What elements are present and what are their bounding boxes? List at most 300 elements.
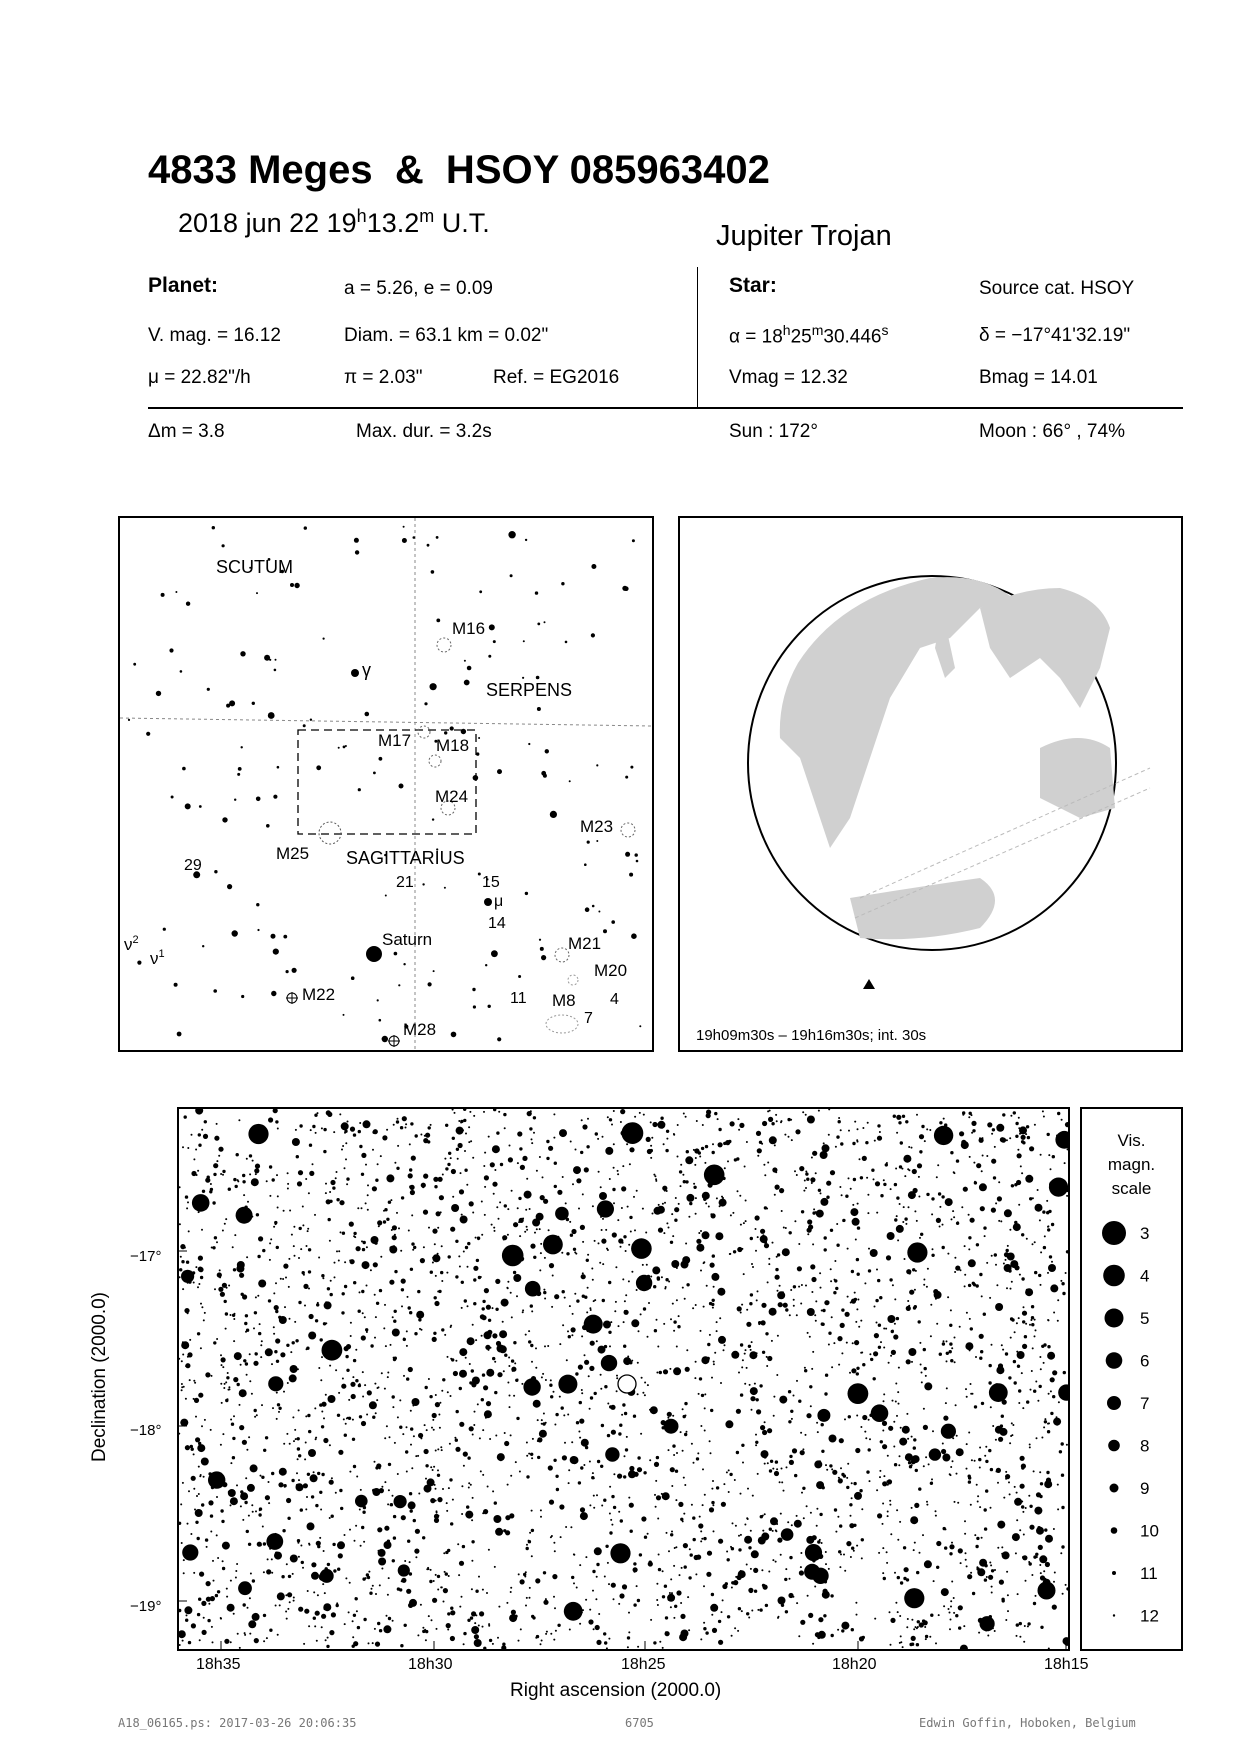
field-star <box>448 1575 450 1577</box>
field-star <box>338 1553 343 1558</box>
field-star <box>287 1592 292 1597</box>
field-star <box>562 1324 564 1326</box>
field-star <box>195 1509 203 1517</box>
field-star <box>593 1628 595 1630</box>
field-star <box>607 1403 609 1405</box>
field-star <box>790 1119 792 1121</box>
field-star <box>375 1179 378 1182</box>
field-star <box>897 1239 899 1241</box>
m22-marker <box>286 992 298 1004</box>
field-star <box>589 1408 591 1410</box>
field-star <box>775 1460 778 1463</box>
field-star <box>722 1197 724 1199</box>
field-star <box>446 1623 451 1628</box>
field-star <box>976 1163 981 1168</box>
field-star <box>183 1386 185 1388</box>
field-star <box>524 1231 526 1233</box>
field-star <box>375 1642 380 1647</box>
field-star <box>293 1600 295 1602</box>
field-star <box>681 1261 689 1269</box>
field-star <box>525 1571 527 1573</box>
field-star <box>1057 1320 1059 1322</box>
field-star <box>463 1119 466 1122</box>
field-star <box>896 1115 901 1120</box>
finder-star <box>257 929 259 931</box>
field-star <box>875 1181 880 1186</box>
field-star <box>921 1381 923 1383</box>
field-star <box>339 1200 344 1205</box>
field-star <box>312 1574 315 1577</box>
finder-star <box>273 795 277 799</box>
field-star <box>834 1260 836 1262</box>
field-star <box>740 1493 742 1495</box>
field-star <box>744 1166 746 1168</box>
field-star <box>332 1543 335 1546</box>
field-star <box>360 1545 362 1547</box>
field-star <box>1003 1263 1005 1265</box>
field-star <box>1013 1360 1016 1363</box>
field-star <box>232 1437 235 1440</box>
field-star <box>968 1259 976 1267</box>
field-star <box>666 1222 668 1224</box>
field-star <box>661 1493 663 1495</box>
m21-marker <box>555 948 569 962</box>
field-star <box>365 1164 367 1166</box>
field-star <box>696 1457 699 1460</box>
field-star <box>988 1449 991 1452</box>
field-star <box>751 1550 759 1558</box>
label-m21: M21 <box>568 934 602 953</box>
field-star <box>737 1306 742 1311</box>
field-star <box>329 1365 331 1367</box>
field-star <box>809 1385 812 1388</box>
field-star <box>1030 1389 1032 1391</box>
field-star <box>966 1565 968 1567</box>
finder-star <box>403 526 405 528</box>
field-star <box>574 1293 576 1295</box>
field-star <box>218 1147 223 1152</box>
field-star <box>839 1186 841 1188</box>
field-star <box>372 1642 374 1644</box>
field-star <box>542 1373 544 1375</box>
field-star <box>418 1493 420 1495</box>
field-star <box>960 1645 968 1649</box>
field-star <box>1047 1352 1055 1360</box>
field-star <box>489 1639 492 1642</box>
field-star <box>207 1619 210 1622</box>
field-star <box>765 1604 768 1607</box>
field-star <box>548 1229 550 1231</box>
field-star <box>676 1590 681 1595</box>
field-star <box>394 1310 397 1313</box>
field-star <box>846 1541 851 1546</box>
field-star <box>979 1559 987 1567</box>
field-star <box>730 1546 732 1548</box>
field-star <box>994 1253 997 1256</box>
field-star <box>883 1328 885 1330</box>
field-star <box>309 1314 314 1319</box>
field-star <box>411 1242 414 1245</box>
field-star <box>1031 1323 1034 1326</box>
field-star <box>683 1477 685 1479</box>
page-title: 4833 Meges & HSOY 085963402 <box>148 148 770 192</box>
field-star <box>514 1362 516 1364</box>
field-star <box>640 1313 642 1315</box>
field-star <box>1047 1423 1049 1425</box>
field-star <box>964 1533 966 1535</box>
field-star <box>634 1229 636 1231</box>
field-star <box>273 1109 278 1113</box>
field-star <box>685 1415 687 1417</box>
field-star <box>267 1558 269 1560</box>
field-star <box>617 1170 619 1172</box>
field-star <box>219 1482 222 1485</box>
field-star <box>230 1314 232 1316</box>
field-star <box>517 1207 519 1209</box>
field-star <box>694 1148 699 1153</box>
field-star <box>344 1623 346 1625</box>
field-star <box>333 1131 335 1133</box>
field-star <box>567 1330 569 1332</box>
field-star <box>359 1145 362 1148</box>
field-star <box>596 1640 601 1645</box>
field-star <box>683 1180 686 1183</box>
field-star <box>704 1165 725 1186</box>
field-star <box>974 1405 977 1408</box>
field-star <box>887 1232 895 1240</box>
field-star <box>427 1140 430 1143</box>
field-star <box>628 1497 630 1499</box>
field-star <box>671 1213 673 1215</box>
field-star <box>582 1241 584 1243</box>
field-star <box>809 1336 811 1338</box>
field-star <box>198 1393 203 1398</box>
field-star <box>717 1118 719 1120</box>
field-star <box>441 1280 443 1282</box>
field-star <box>998 1220 1000 1222</box>
field-star <box>387 1372 389 1374</box>
field-star <box>559 1343 561 1345</box>
field-star <box>994 1630 996 1632</box>
field-star <box>543 1289 545 1291</box>
field-star <box>868 1248 870 1250</box>
field-star <box>570 1526 572 1528</box>
field-star <box>550 1379 552 1381</box>
field-star <box>958 1605 963 1610</box>
field-star <box>533 1116 536 1119</box>
field-star <box>812 1243 814 1245</box>
field-star <box>179 1634 181 1636</box>
field-star <box>494 1361 496 1363</box>
field-star <box>581 1389 583 1391</box>
field-star <box>437 1497 442 1502</box>
field-star <box>303 1284 308 1289</box>
field-star <box>486 1369 494 1377</box>
field-star <box>652 1266 660 1274</box>
field-star <box>234 1234 236 1236</box>
field-star <box>675 1499 677 1501</box>
field-star <box>609 1118 612 1121</box>
field-star <box>309 1544 311 1546</box>
field-star <box>447 1549 450 1552</box>
field-star <box>374 1294 376 1296</box>
field-star <box>316 1541 321 1546</box>
field-star <box>649 1459 651 1461</box>
field-star <box>376 1302 379 1305</box>
field-star <box>939 1206 941 1208</box>
field-star <box>305 1442 307 1444</box>
field-star <box>329 1481 331 1483</box>
field-star <box>571 1576 574 1579</box>
field-star <box>263 1640 265 1642</box>
field-star <box>276 1392 278 1394</box>
field-star <box>710 1452 712 1454</box>
field-star <box>556 1488 559 1491</box>
field-star <box>295 1438 297 1440</box>
field-star <box>839 1438 844 1443</box>
field-star <box>918 1176 920 1178</box>
field-star <box>579 1623 581 1625</box>
field-star <box>667 1417 669 1419</box>
field-star <box>484 1288 489 1293</box>
field-star <box>314 1214 316 1216</box>
field-star <box>584 1167 589 1172</box>
field-star <box>1052 1155 1055 1158</box>
field-star <box>711 1593 714 1596</box>
event-datetime <box>178 206 490 239</box>
field-star <box>807 1308 815 1316</box>
field-star <box>298 1301 301 1304</box>
field-star <box>503 1253 505 1255</box>
field-star <box>355 1525 357 1527</box>
field-star <box>773 1396 775 1398</box>
field-star <box>964 1285 966 1287</box>
field-star <box>240 1505 242 1507</box>
field-star <box>759 1384 762 1387</box>
field-star <box>423 1210 428 1215</box>
field-star <box>1023 1306 1025 1308</box>
field-star <box>841 1308 844 1311</box>
field-star <box>777 1335 779 1337</box>
finder-star <box>128 719 130 721</box>
field-star <box>212 1641 214 1643</box>
field-star <box>784 1578 787 1581</box>
field-star <box>203 1319 205 1321</box>
field-star <box>294 1255 296 1257</box>
field-star <box>494 1230 496 1232</box>
field-star <box>702 1124 704 1126</box>
field-star <box>674 1219 677 1222</box>
field-star <box>201 1129 203 1131</box>
field-star <box>315 1319 318 1322</box>
field-star <box>1055 1131 1068 1149</box>
field-star <box>642 1208 644 1210</box>
finder-star <box>622 586 627 591</box>
field-star <box>981 1170 983 1172</box>
field-star <box>306 1245 308 1247</box>
field-star <box>198 1493 200 1495</box>
field-star <box>297 1539 300 1542</box>
field-star <box>581 1335 583 1337</box>
field-star <box>701 1394 704 1397</box>
field-star <box>984 1527 987 1530</box>
field-star <box>356 1610 358 1612</box>
field-star <box>219 1269 221 1271</box>
field-star <box>401 1288 404 1291</box>
field-star <box>621 1414 623 1416</box>
field-star <box>254 1409 257 1412</box>
field-star <box>1010 1337 1012 1339</box>
field-star <box>598 1242 600 1244</box>
field-star <box>825 1551 827 1553</box>
field-star <box>1033 1555 1036 1558</box>
field-star <box>1017 1593 1019 1595</box>
field-star <box>268 1299 271 1302</box>
field-star <box>841 1629 844 1632</box>
field-star <box>184 1346 186 1348</box>
finder-star <box>450 726 454 730</box>
field-star <box>246 1449 248 1451</box>
field-star <box>554 1607 556 1609</box>
field-star <box>951 1542 953 1544</box>
field-star <box>981 1295 983 1297</box>
field-star <box>652 1122 657 1127</box>
field-star <box>716 1330 718 1332</box>
field-star <box>596 1494 598 1496</box>
field-star <box>448 1152 451 1155</box>
field-star <box>198 1598 201 1601</box>
field-star <box>742 1359 744 1361</box>
field-star <box>705 1145 708 1148</box>
field-star <box>414 1549 419 1554</box>
field-star <box>185 1398 187 1400</box>
field-star <box>662 1570 664 1572</box>
finder-stars <box>128 526 641 1042</box>
field-star <box>650 1145 652 1147</box>
field-star <box>671 1592 673 1594</box>
field-star <box>245 1477 247 1479</box>
finder-star <box>479 590 482 593</box>
label-m24: M24 <box>435 787 469 806</box>
finder-star <box>137 961 141 965</box>
field-star <box>769 1528 772 1531</box>
field-star <box>931 1213 933 1215</box>
field-star <box>314 1407 316 1409</box>
field-star <box>897 1539 899 1541</box>
field-star <box>974 1181 977 1184</box>
field-star <box>908 1348 916 1356</box>
field-star <box>585 1599 587 1601</box>
field-star <box>693 1538 696 1541</box>
field-star <box>415 1455 417 1457</box>
field-star <box>540 1509 542 1511</box>
field-star <box>260 1344 262 1346</box>
field-star <box>438 1414 440 1416</box>
field-star <box>613 1167 615 1169</box>
field-star <box>917 1626 919 1628</box>
field-star <box>498 1218 500 1220</box>
field-star <box>828 1134 830 1136</box>
field-star <box>616 1390 618 1392</box>
delta-mag: Δm = 3.8 <box>148 421 225 442</box>
finder-star <box>394 952 398 956</box>
field-star <box>953 1612 955 1614</box>
field-star <box>330 1280 332 1282</box>
field-star <box>811 1291 813 1293</box>
field-star <box>310 1129 312 1131</box>
field-star <box>366 1573 369 1576</box>
field-star <box>531 1615 534 1618</box>
field-star <box>384 1437 386 1439</box>
field-star <box>571 1441 573 1443</box>
field-star <box>513 1274 521 1282</box>
field-star <box>648 1302 650 1304</box>
field-star <box>562 1455 567 1460</box>
field-star <box>519 1235 521 1237</box>
field-star <box>184 1115 187 1118</box>
field-star <box>830 1280 832 1282</box>
field-star <box>986 1262 988 1264</box>
field-star <box>366 1331 368 1333</box>
planet-parallax: π = 2.03" <box>344 367 423 388</box>
field-star <box>951 1581 953 1583</box>
field-star <box>320 1379 322 1381</box>
field-star <box>703 1198 706 1201</box>
field-star <box>358 1130 361 1133</box>
field-star <box>244 1632 246 1634</box>
field-star <box>1033 1602 1036 1605</box>
field-star <box>531 1142 533 1144</box>
field-star <box>346 1177 349 1180</box>
field-star <box>487 1330 492 1335</box>
field-star <box>592 1570 595 1573</box>
field-star <box>465 1133 467 1135</box>
field-star <box>444 1571 446 1573</box>
field-star <box>520 1628 522 1630</box>
field-star <box>452 1137 455 1140</box>
finder-star <box>639 1025 641 1027</box>
field-star <box>353 1641 358 1646</box>
field-star <box>911 1361 913 1363</box>
field-star <box>1022 1311 1027 1316</box>
field-star <box>915 1626 917 1628</box>
field-star <box>924 1560 932 1568</box>
field-star <box>758 1537 766 1545</box>
field-star <box>239 1389 247 1397</box>
field-star <box>496 1206 498 1208</box>
field-star <box>1064 1162 1066 1164</box>
field-star <box>790 1289 792 1291</box>
finder-star <box>207 688 210 691</box>
field-star <box>621 1186 626 1191</box>
field-star <box>373 1262 378 1267</box>
field-star <box>255 1352 257 1354</box>
field-star <box>979 1357 982 1360</box>
field-star <box>333 1569 336 1572</box>
field-star <box>346 1369 349 1372</box>
field-star <box>188 1641 191 1644</box>
field-star <box>492 1307 494 1309</box>
field-star <box>937 1164 939 1166</box>
field-star <box>260 1356 262 1358</box>
field-star <box>867 1194 869 1196</box>
field-star <box>254 1168 259 1173</box>
planet-motion: μ = 22.82"/h <box>148 367 251 388</box>
field-star <box>183 1559 185 1561</box>
field-star <box>853 1482 856 1485</box>
field-star <box>961 1141 969 1149</box>
field-star <box>918 1487 921 1490</box>
